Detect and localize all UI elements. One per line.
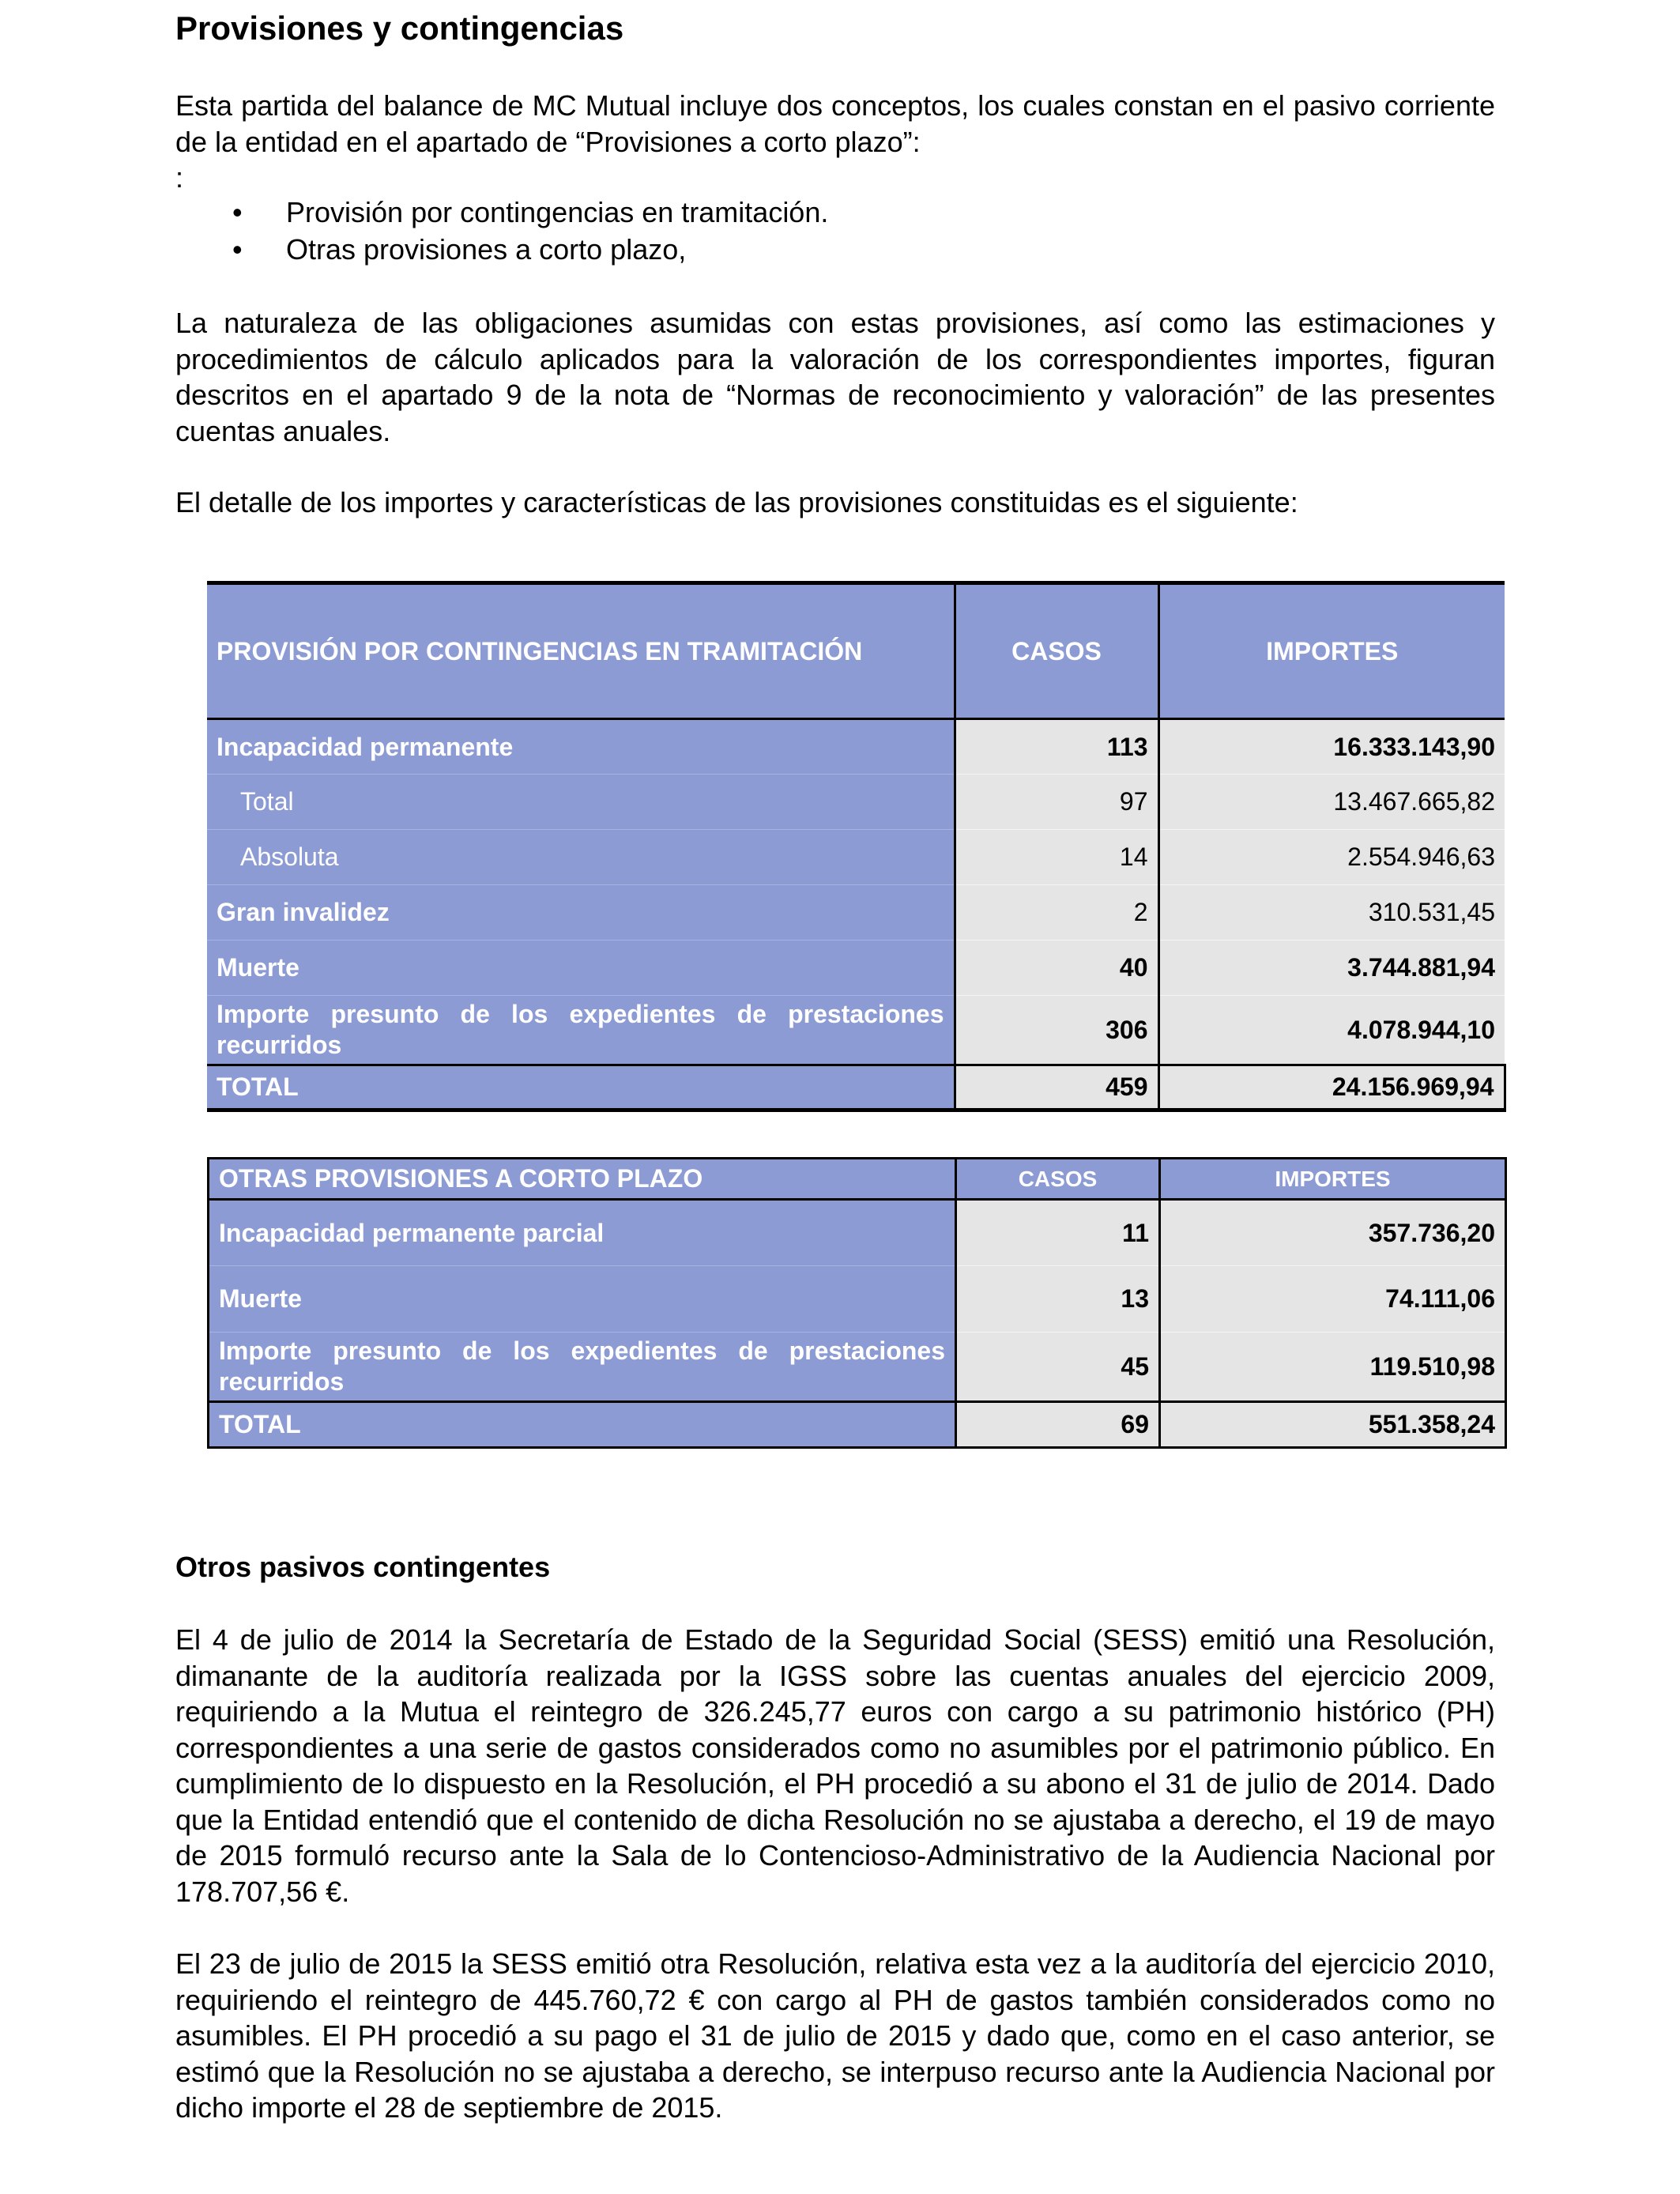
total-casos: 459 [955, 1065, 1158, 1110]
row-label: Incapacidad permanente parcial [209, 1200, 956, 1266]
row-casos: 2 [955, 885, 1158, 941]
table-header-row [209, 1159, 1506, 1200]
list-item: • Provisión por contingencias en tramitación. [175, 194, 828, 231]
column-header-casos: CASOS [955, 583, 1158, 719]
row-label: Muerte [207, 941, 955, 996]
section-title: Provisiones y contingencias [175, 9, 624, 47]
table-row [207, 830, 1505, 885]
row-casos: 14 [955, 830, 1158, 885]
total-importes: 551.358,24 [1160, 1402, 1506, 1448]
row-importes: 3.744.881,94 [1158, 941, 1505, 996]
row-importes: 2.554.946,63 [1158, 830, 1505, 885]
provision-concepts-list [175, 194, 828, 268]
row-casos: 306 [955, 996, 1158, 1065]
table-row [209, 1266, 1506, 1333]
total-label: TOTAL [209, 1402, 956, 1448]
table-row [207, 719, 1505, 775]
row-importes: 310.531,45 [1158, 885, 1505, 941]
total-importes: 24.156.969,94 [1158, 1065, 1505, 1110]
stray-colon: : [175, 161, 184, 194]
table-row [209, 1200, 1506, 1266]
total-label: TOTAL [207, 1065, 955, 1110]
total-casos: 69 [956, 1402, 1160, 1448]
row-label: Muerte [209, 1266, 956, 1333]
paragraph-2015: El 23 de julio de 2015 la SESS emitió otra Resolución, relativa esta vez a la auditoría del ejercicio 2010, requiriendo el reintegro de 445.760,72 € con cargo al PH de gastos también considerados como no asumibles. El PH procedió a su pago el 31 de julio de 2015 y dado que, como en el caso anterior, se estimó que la Resolución no se ajustaba a derecho, se interpuso recurso ante la Audiencia Nacional por dicho importe el 28 de septiembre de 2015. [175, 1947, 1495, 2124]
column-header-concept: PROVISIÓN POR CONTINGENCIAS EN TRAMITACIÓN [207, 583, 955, 719]
row-label: Importe presunto de los expedientes de prestaciones recurridos [219, 1336, 945, 1396]
bullet-icon: • [232, 196, 243, 228]
table-header-row [207, 583, 1505, 719]
row-casos: 45 [956, 1333, 1160, 1402]
other-liabilities-title: Otros pasivos contingentes [175, 1551, 551, 1583]
detail-paragraph: El detalle de los importes y características de las provisiones constituidas es el siguiente: [175, 486, 1298, 518]
row-label: Total [207, 775, 955, 830]
row-label: Importe presunto de los expedientes de prestaciones recurridos [217, 1000, 944, 1059]
other-provisions-table [207, 1157, 1507, 1449]
column-header-concept: OTRAS PROVISIONES A CORTO PLAZO [209, 1159, 956, 1200]
bullet-icon: • [232, 233, 243, 266]
row-importes: 13.467.665,82 [1158, 775, 1505, 830]
paragraph-2014: El 4 de julio de 2014 la Secretaría de Estado de la Seguridad Social (SESS) emitió una Resolución, dimanante de la auditoría realizada por la IGSS sobre las cuentas anuales del ejercicio 2009, requiriendo a la Mutua el reintegro de 326.245,77 euros con cargo a su patrimonio histórico (PH) correspondientes a una serie de gastos considerados como no asumibles por el patrimonio público. En cumplimiento de lo dispuesto en la Resolución, el PH procedió a su abono el 31 de julio de 2014. Dado que la Entidad entendió que el contenido de dicha Resolución no se ajustaba a derecho, el 19 de mayo de 2015 formuló recurso ante la Sala de lo Contencioso-Administrativo de la Audiencia Nacional por 178.707,56 €. [175, 1623, 1495, 1908]
table-row [207, 941, 1505, 996]
table-total-row [209, 1402, 1506, 1448]
row-label: Incapacidad permanente [207, 719, 955, 775]
contingencies-provision-table [207, 581, 1506, 1112]
table-row [207, 775, 1505, 830]
row-casos: 13 [956, 1266, 1160, 1333]
row-label: Absoluta [207, 830, 955, 885]
row-importes: 74.111,06 [1160, 1266, 1506, 1333]
list-item: • Otras provisiones a corto plazo, [175, 231, 828, 268]
row-importes: 4.078.944,10 [1158, 996, 1505, 1065]
table-total-row [207, 1065, 1505, 1110]
row-importes: 119.510,98 [1160, 1333, 1506, 1402]
table-row [209, 1333, 1506, 1402]
table-row [207, 885, 1505, 941]
nature-paragraph: La naturaleza de las obligaciones asumidas con estas provisiones, así como las estimaciones y procedimientos de cálculo aplicados para la valoración de los correspondientes importes, figuran descritos en el apartado 9 de la nota de “Normas de reconocimiento y valoración” de las presentes cuentas anuales. [175, 307, 1495, 447]
row-casos: 40 [955, 941, 1158, 996]
intro-paragraph: Esta partida del balance de MC Mutual incluye dos conceptos, los cuales constan en el pasivo corriente de la entidad en el apartado de “Provisiones a corto plazo”: [175, 89, 1495, 158]
column-header-casos: CASOS [956, 1159, 1160, 1200]
row-label: Gran invalidez [207, 885, 955, 941]
table-row [207, 996, 1505, 1065]
row-importes: 16.333.143,90 [1158, 719, 1505, 775]
column-header-importes: IMPORTES [1160, 1159, 1506, 1200]
column-header-importes: IMPORTES [1158, 583, 1505, 719]
row-casos: 11 [956, 1200, 1160, 1266]
row-casos: 113 [955, 719, 1158, 775]
row-importes: 357.736,20 [1160, 1200, 1506, 1266]
row-casos: 97 [955, 775, 1158, 830]
